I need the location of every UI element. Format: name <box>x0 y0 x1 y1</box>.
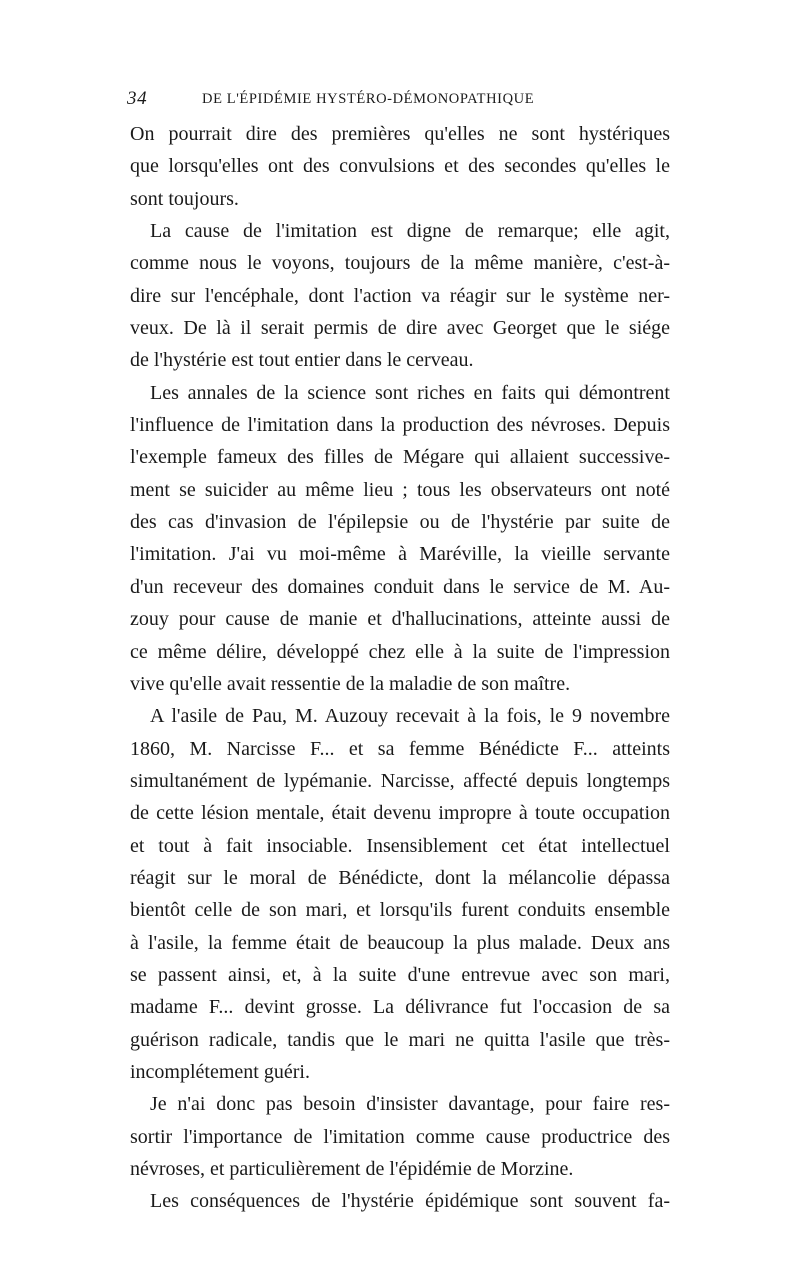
text-body <box>130 118 670 1218</box>
text-line: La cause de l'imitation est digne de remarque; elle agit, <box>150 220 670 243</box>
text-line: à l'asile, la femme était de beaucoup la plus malade. Deux ans <box>130 931 670 954</box>
text-line: névroses, et particulièrement de l'épidémie de Morzine. <box>130 1158 574 1180</box>
text-line: l'exemple fameux des filles de Mégare qui allaient successive- <box>130 446 670 469</box>
text-line: On pourrait dire des premières qu'elles ne sont hystériques <box>130 123 670 145</box>
text-line: 1860, M. Narcisse F... et sa femme Bénédicte F... atteints <box>130 737 670 760</box>
text-line: veux. De là il serait permis de dire avec Georget que le siége <box>130 317 670 340</box>
text-line: zouy pour cause de manie et d'hallucinations, atteinte aussi de <box>130 608 670 631</box>
text-line: madame F... devint grosse. La délivrance fut l'occasion de sa <box>130 996 670 1019</box>
text-line: Les conséquences de l'hystérie épidémique sont souvent fa- <box>150 1190 670 1213</box>
text-line: l'imitation. J'ai vu moi-même à Maréville, la vieille servante <box>130 543 670 566</box>
text-line: se passent ainsi, et, à la suite d'une entrevue avec son mari, <box>130 963 670 986</box>
text-line: sortir l'importance de l'imitation comme cause productrice des <box>130 1125 670 1148</box>
text-line: de cette lésion mentale, était devenu impropre à toute occupation <box>130 802 670 825</box>
text-line: dire sur l'encéphale, dont l'action va réagir sur le système ner- <box>130 284 670 307</box>
text-line: Je n'ai donc pas besoin d'insister davantage, pour faire res- <box>150 1093 670 1116</box>
text-line: guérison radicale, tandis que le mari ne quitta l'asile que très- <box>130 1028 670 1051</box>
text-line: Les annales de la science sont riches en faits qui démontrent <box>150 381 670 404</box>
text-line: sont toujours. <box>130 187 239 210</box>
text-line: des cas d'invasion de l'épilepsie ou de l'hystérie par suite de <box>130 511 670 534</box>
text-line: ment se suicider au même lieu ; tous les observateurs ont noté <box>130 478 670 501</box>
text-line: comme nous le voyons, toujours de la même manière, c'est-à- <box>130 252 670 275</box>
text-line: simultanément de lypémanie. Narcisse, affecté depuis longtemps <box>130 769 670 792</box>
page-number: 34 <box>127 88 148 109</box>
text-line: A l'asile de Pau, M. Auzouy recevait à la fois, le 9 novembre <box>150 705 670 728</box>
text-line: que lorsqu'elles ont des convulsions et des secondes qu'elles le <box>130 155 670 178</box>
text-line: et tout à fait insociable. Insensiblement cet état intellectuel <box>130 834 670 857</box>
book-page <box>127 88 670 1218</box>
text-line: ce même délire, développé chez elle à la suite de l'impression <box>130 640 670 663</box>
running-head <box>127 88 670 118</box>
text-line: l'influence de l'imitation dans la production des névroses. Depuis <box>130 414 670 437</box>
text-line: vive qu'elle avait ressentie de la maladie de son maître. <box>130 672 571 695</box>
text-line: d'un receveur des domaines conduit dans le service de M. Au- <box>130 575 670 598</box>
text-line: réagit sur le moral de Bénédicte, dont la mélancolie dépassa <box>130 866 670 889</box>
text-line: bientôt celle de son mari, et lorsqu'ils furent conduits ensemble <box>130 899 670 922</box>
running-title: DE L'ÉPIDÉMIE HYSTÉRO-DÉMONOPATHIQUE <box>202 91 535 107</box>
text-line: de l'hystérie est tout entier dans le cerveau. <box>130 349 474 372</box>
text-line: incomplétement guéri. <box>130 1060 310 1083</box>
